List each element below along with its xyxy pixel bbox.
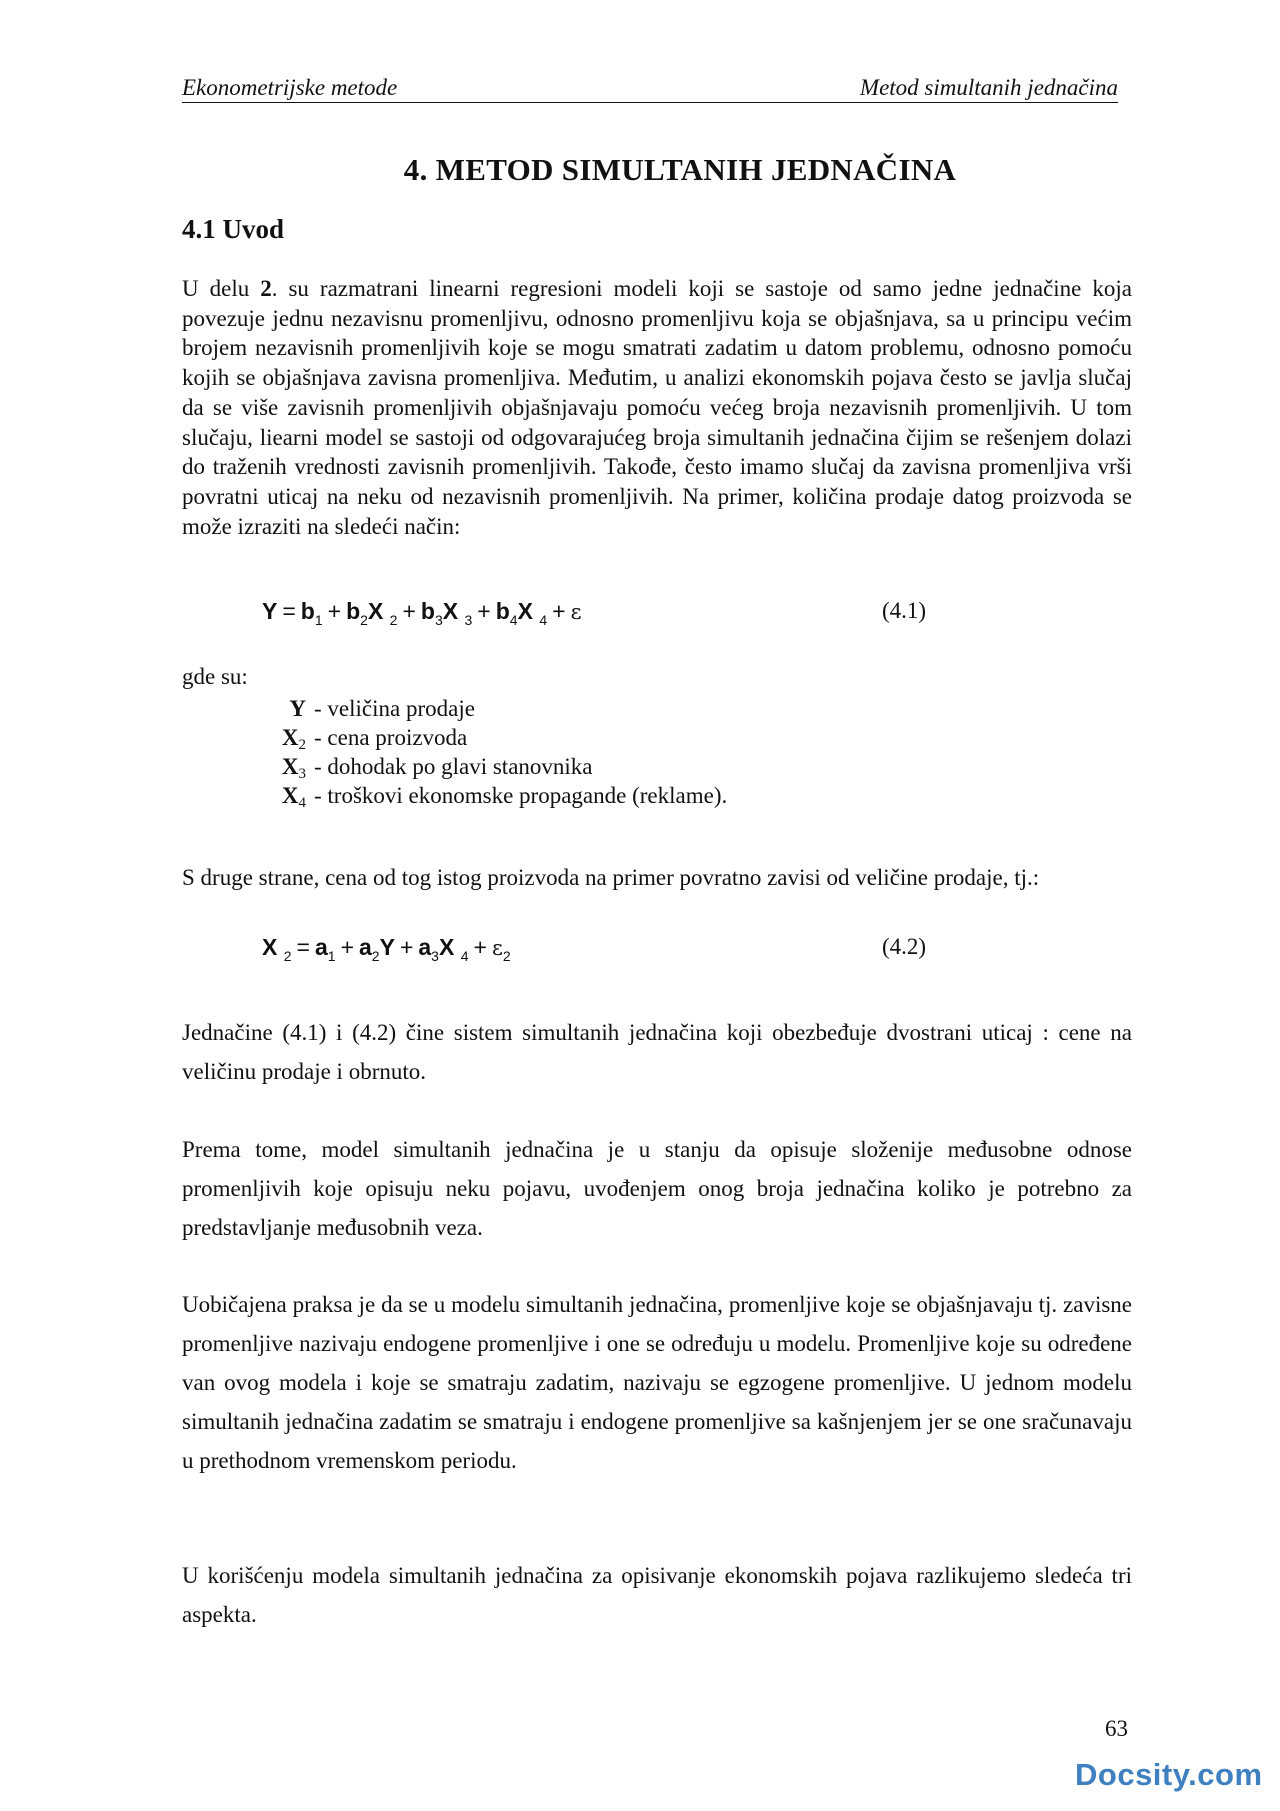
definition-row [260,723,727,752]
eq1-b4: b [495,598,510,624]
eq1-x3: X [442,598,459,624]
equation-4-1 [182,598,1118,634]
eq2-epsilon: ε [491,936,503,960]
eq2-lhs-sub: 2 [283,948,292,964]
definition-row [260,752,727,781]
eq1-x4-sub: 4 [539,612,548,628]
eq2-a2-sub: 2 [371,948,380,964]
definition-symbol [260,694,306,723]
paragraph-intro-bold: 2 [260,276,272,301]
definition-symbol-sub: 3 [298,766,306,782]
eq1-plus: + [402,598,416,624]
equation-4-2-number: (4.2) [882,934,927,959]
equation-4-1-formula [262,598,581,628]
equation-4-2-formula [262,934,511,964]
eq2-y: Y [379,934,395,960]
eq2-a3-sub: 3 [431,948,439,964]
header-right: Metod simultanih jednačina [859,75,1118,100]
eq1-plus: + [552,598,566,624]
eq1-b3-sub: 3 [434,612,443,628]
eq2-a1-sub: 1 [327,948,336,964]
eq1-plus: + [327,598,342,624]
paragraph-cena: S druge strane, cena od tog istog proizvoda na primer povratno zavisi od veličine prodaje, tj.: [182,865,1040,890]
eq1-lhs: Y [262,598,278,624]
equation-4-1-number: (4.1) [882,598,927,623]
eq1-b1: b [300,598,315,624]
eq1-b1-sub: 1 [314,612,323,628]
eq2-x4: X [438,934,455,960]
eq1-x2: X [367,598,384,624]
definition-row [260,781,727,810]
equation-4-2 [182,934,1118,970]
definition-symbol [260,781,306,818]
chapter-title: 4. METOD SIMULTANIH JEDNAČINA [403,152,957,187]
definition-text: - cena proizvoda [314,725,468,750]
eq1-x4: X [517,598,533,624]
page-number: 63 [1105,1716,1128,1741]
eq2-plus: + [399,934,414,960]
gde-su-label: gde su: [182,664,248,689]
paragraph-endogene: Uobičajena praksa je da se u modelu simultanih jednačina, promenljive koje se objašnjavaju tj. zavisne promenljive nazivaju endogene promenljive i one se određuju u modelu. Promenljive koje su određene van ovog modela i koje se smatraju zadatim, nazivaju se egzogene promenljive. U jednom modelu simultanih jednačina zadatim se smatraju i endogene promenljive sa kašnjenjem jer se one sračunavaju u prethodnom vremenskom periodu. [182,1292,1132,1473]
eq1-plus: + [477,598,491,624]
definition-symbol-letter: X [281,725,299,750]
definition-row [260,694,727,723]
eq2-a1: a [314,934,328,960]
paragraph-sistem: Jednačine (4.1) i (4.2) čine sistem simultanih jednačina koji obezbeđuje dvostrani uticaj : cene na veličinu prodaje i obrnuto. [182,1020,1132,1084]
eq2-x4-sub: 4 [460,948,469,964]
definition-text: - dohodak po glavi stanovnika [314,754,593,779]
paragraph-prema-tome: Prema tome, model simultanih jednačina je u stanju da opisuje složenije međusobne odnose promenljivih koje opisuju neku pojavu, uvođenjem onog broja jednačina koliko je potrebno za predstavljanje međusobnih veza. [182,1137,1132,1240]
definition-symbol-sub: 2 [298,737,306,753]
section-title: 4.1 Uvod [182,214,285,244]
eq1-x3-sub: 3 [464,612,473,628]
variable-definitions [260,694,727,810]
definition-symbol-sub: 4 [298,795,306,811]
eq2-equals: = [296,934,310,960]
definition-symbol-letter: Y [289,696,306,721]
eq1-b4-sub: 4 [509,612,518,628]
eq2-a3: a [418,934,432,960]
eq2-epsilon-sub: 2 [502,948,511,964]
running-header [182,74,1118,103]
definition-symbol-letter: X [281,754,299,779]
eq1-epsilon: ε [570,600,582,624]
paragraph-intro-before: U delu [182,276,261,301]
definition-text: - veličina prodaje [314,696,475,721]
definition-symbol-letter: X [281,783,299,808]
paragraph-intro [182,274,1132,541]
eq2-plus: + [340,934,354,960]
header-left: Ekonometrijske metode [182,75,398,100]
eq1-b2: b [346,598,361,624]
paragraph-intro-after: . su razmatrani linearni regresioni modeli koji se sastoje od samo jedne jednačine koja povezuje jednu nezavisnu promenljivu, odnosno promenljivu koja se objašnjava, sa u principu većim brojem nezavisnih promenljivih koje se mogu smatrati zadatim u datom problemu, odnosno pomoću kojih se objašnjava zavisna promenljiva. Međutim, u analizi ekonomskih pojava često se javlja slučaj da se više zavisnih promenljivih objašnjavaju pomoću većeg broja nezavisnih promenljivih. U tom slučaju, liearni model se sastoji od odgovarajućeg broja simultanih jednačina čijim se rešenjem dolazi do traženih vrednosti zavisnih promenljivih. Takođe, često imamo slučaj da zavisna promenljiva vrši povratni uticaj na neku od nezavisnih promenljivih. Na primer, količina prodaje datog proizvoda se može izraziti na sledeći način: [182,276,1132,539]
eq1-equals: = [282,598,296,624]
eq2-plus: + [473,934,487,960]
docsity-watermark: Docsity.com [1075,1757,1263,1792]
definition-text: - troškovi ekonomske propagande (reklame). [314,783,728,808]
paragraph-aspekti: U korišćenju modela simultanih jednačina za opisivanje ekonomskih pojava razlikujemo sledeća tri aspekta. [182,1563,1132,1627]
eq1-x2-sub: 2 [389,612,398,628]
eq2-a2: a [359,934,372,960]
eq2-lhs: X [262,934,278,960]
eq1-b3: b [420,598,435,624]
eq1-b2-sub: 2 [360,612,368,628]
